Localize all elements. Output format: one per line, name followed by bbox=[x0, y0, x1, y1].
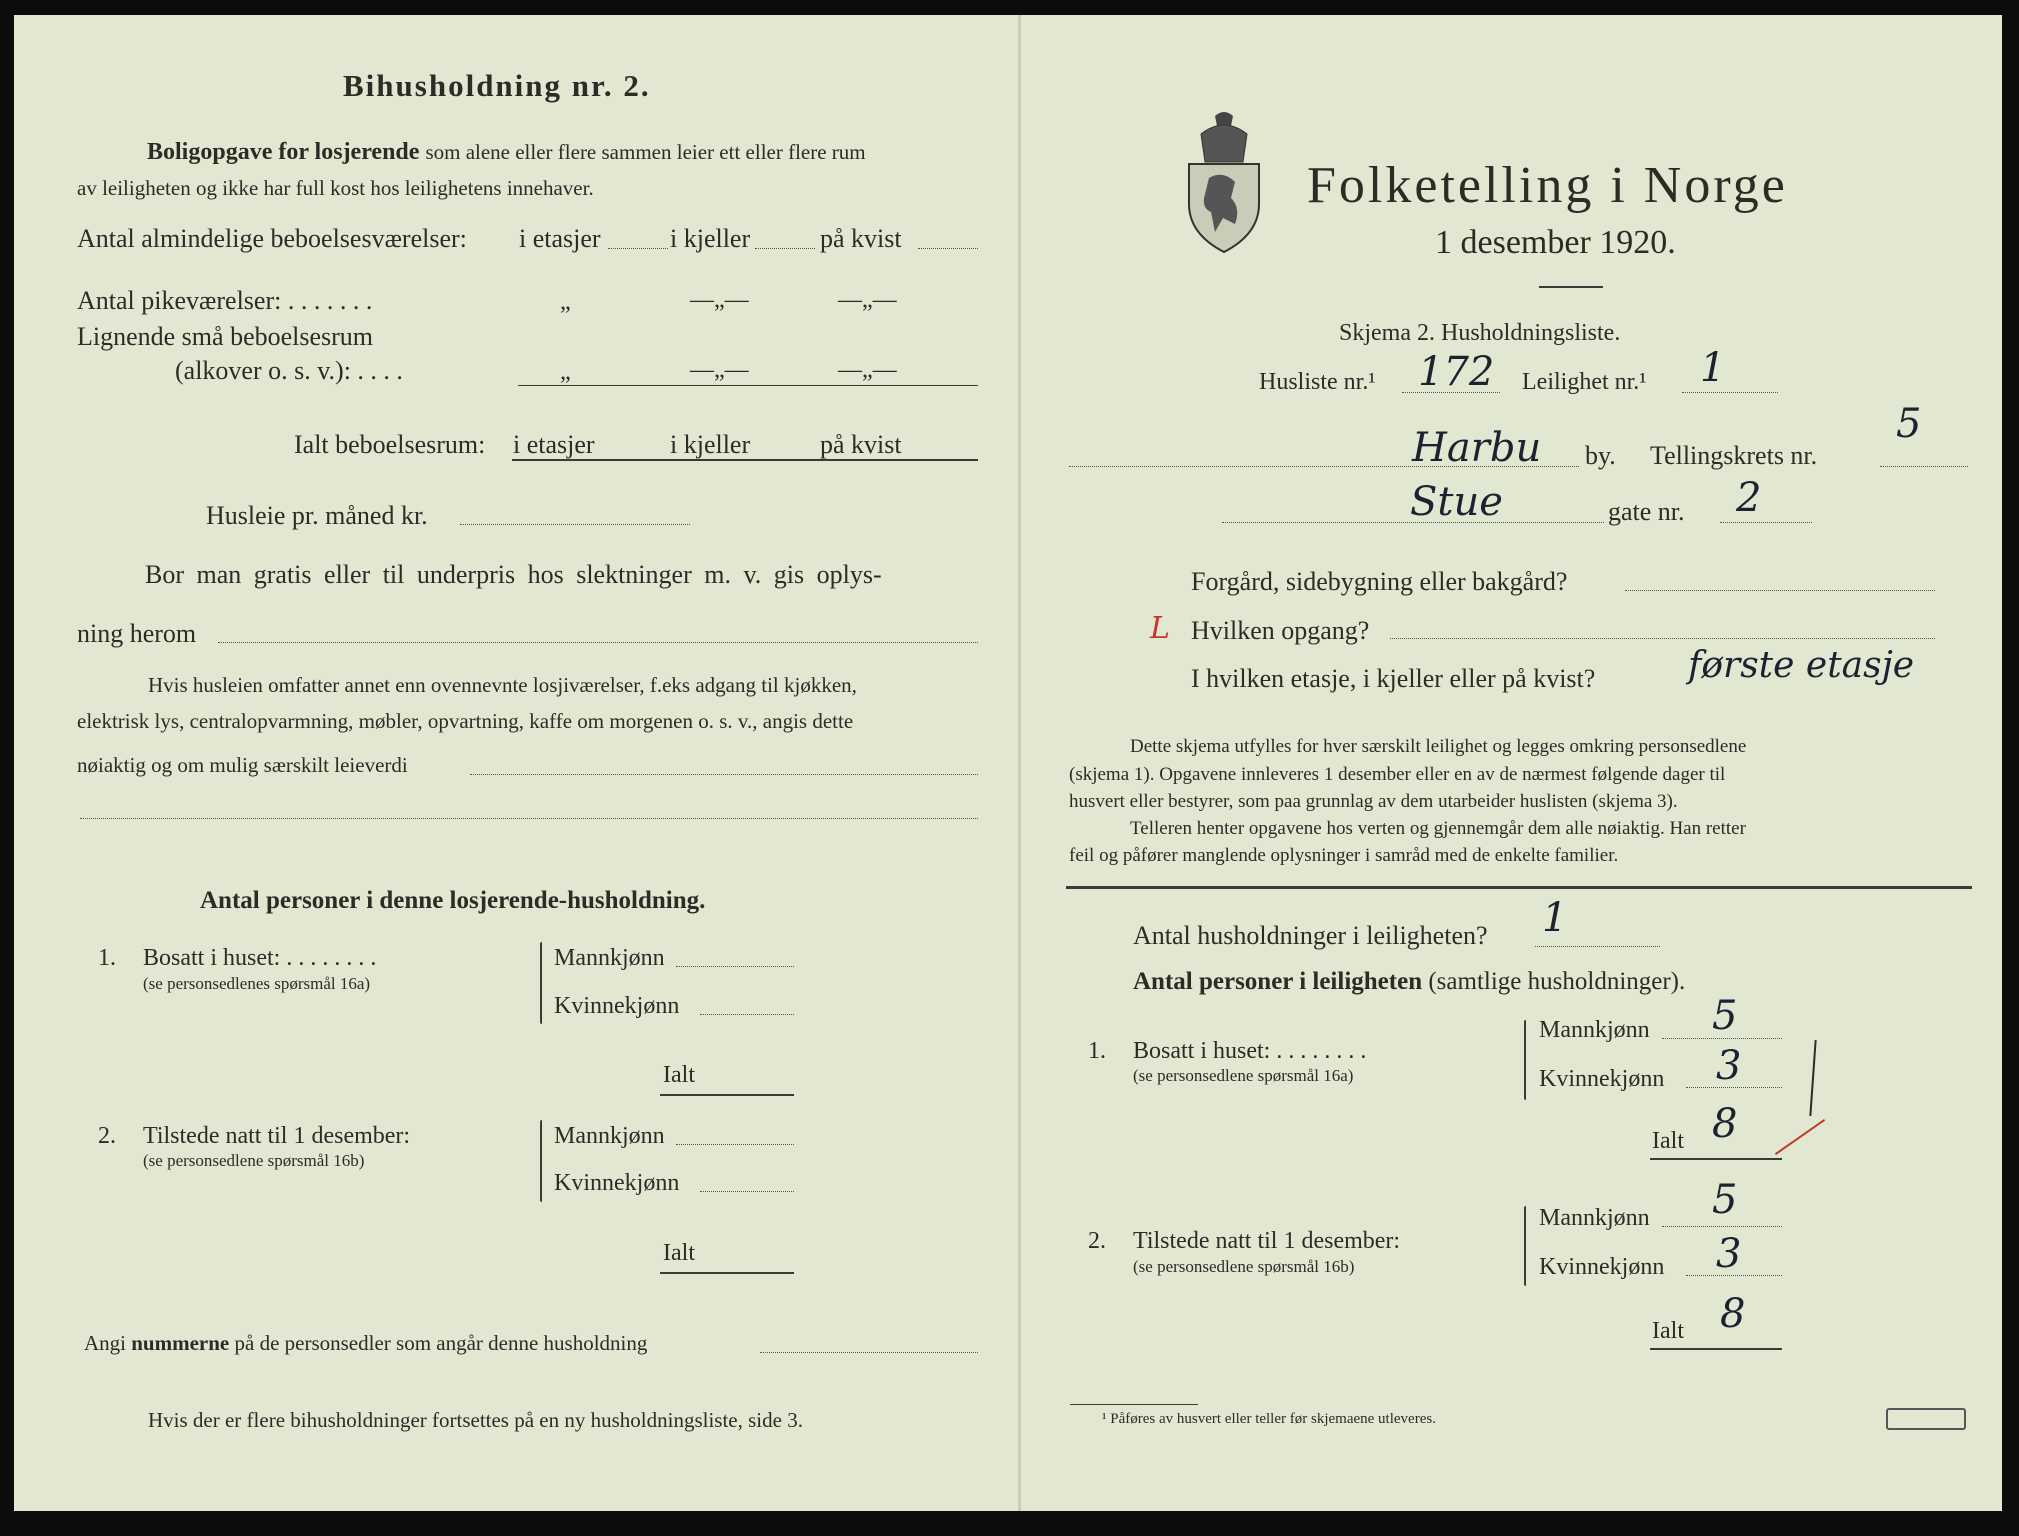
ditto-dash: —„— bbox=[838, 287, 897, 313]
krets-label: Tellingskrets nr. bbox=[1650, 441, 1818, 470]
q1-total-rule bbox=[660, 1094, 794, 1096]
q2-female-field[interactable] bbox=[700, 1191, 794, 1192]
maid-rooms-label: Antal pikeværelser: . . . . . . . bbox=[77, 286, 373, 315]
leilighet-label: Leilighet nr.¹ bbox=[1522, 369, 1647, 395]
q2-male-value[interactable]: 5 bbox=[1712, 1177, 1738, 1223]
q1-sub: (se personsedlenes spørsmål 16a) bbox=[143, 974, 371, 993]
left-title: Bihusholdning nr. 2. bbox=[343, 68, 651, 103]
info-line-4: Telleren henter opgavene hos verten og gjennemgår dem alle nøiaktig. Han retter bbox=[1130, 818, 1746, 839]
gate-label: gate nr. bbox=[1608, 497, 1685, 526]
street-value[interactable]: Stue bbox=[1410, 479, 1503, 525]
rooms-etasjer-field[interactable] bbox=[608, 248, 668, 249]
page-fold bbox=[1018, 15, 1021, 1511]
total-kjeller: i kjeller bbox=[670, 430, 751, 459]
note-line-1: Hvis husleien omfatter annet enn ovennevnte losjiværelser, f.eks adgang til kjøkken, bbox=[148, 673, 857, 697]
q1-label: Bosatt i huset: . . . . . . . . bbox=[1133, 1038, 1367, 1064]
numbers-pre: Angi bbox=[84, 1331, 126, 1355]
q1-male-label: Mannkjønn bbox=[1539, 1017, 1650, 1043]
q1-male-field[interactable] bbox=[676, 966, 794, 967]
brace bbox=[540, 1120, 542, 1202]
q1-male-label: Mannkjønn bbox=[554, 945, 665, 971]
opgang-field[interactable] bbox=[1390, 638, 1935, 639]
footnote: ¹ Påføres av husvert eller teller før skjemaene utleveres. bbox=[1102, 1411, 1436, 1427]
q2-male-label: Mannkjønn bbox=[1539, 1205, 1650, 1231]
krets-field[interactable] bbox=[1880, 466, 1968, 467]
form-title: Folketelling i Norge bbox=[1307, 157, 1788, 214]
q2-label: Tilstede natt til 1 desember: bbox=[143, 1123, 411, 1149]
info-line-3: husvert eller bestyrer, som paa grunnlag av dem utarbeider huslisten (skjema 3). bbox=[1069, 791, 1678, 812]
q2-male-field[interactable] bbox=[676, 1144, 794, 1145]
opgang-label: Hvilken opgang? bbox=[1191, 616, 1370, 645]
husliste-value[interactable]: 172 bbox=[1418, 349, 1495, 395]
rooms-label: Antal almindelige beboelsesværelser: bbox=[77, 224, 467, 253]
q1-label: Bosatt i huset: . . . . . . . . bbox=[143, 945, 377, 971]
q1-total-label: Ialt bbox=[1652, 1128, 1684, 1154]
ditto-mark: „ bbox=[560, 359, 571, 385]
leilighet-field[interactable] bbox=[1682, 392, 1778, 393]
q1-sub: (se personsedlene spørsmål 16a) bbox=[1133, 1066, 1354, 1085]
forgard-field[interactable] bbox=[1625, 590, 1935, 591]
q1-number: 1. bbox=[98, 945, 116, 971]
numbers-line bbox=[84, 1333, 647, 1354]
total-etasjer: i etasjer bbox=[513, 430, 595, 459]
city-label: by. bbox=[1585, 441, 1616, 470]
intro-rest: som alene eller flere sammen leier ett eller flere rum bbox=[425, 140, 866, 164]
q1-female-label: Kvinnekjønn bbox=[554, 993, 680, 1019]
persons-heading bbox=[1133, 969, 1685, 994]
brace bbox=[1524, 1206, 1526, 1286]
rooms-kvist-field[interactable] bbox=[918, 248, 978, 249]
intro-line-1 bbox=[147, 140, 866, 164]
city-value[interactable]: Harbu bbox=[1412, 425, 1542, 471]
note-line-2: elektrisk lys, centralopvarmning, møbler, opvartning, kaffe om morgenen o. s. v., angis dette bbox=[77, 709, 854, 733]
ditto-dash: —„— bbox=[690, 357, 749, 383]
norway-coat-of-arms-icon bbox=[1185, 108, 1263, 254]
brace bbox=[1524, 1020, 1526, 1100]
q1-total-label: Ialt bbox=[663, 1062, 695, 1088]
rent-field[interactable] bbox=[460, 524, 690, 525]
q1-female-value[interactable]: 3 bbox=[1716, 1043, 1742, 1089]
ditto-dash: —„— bbox=[690, 287, 749, 313]
total-kvist: på kvist bbox=[820, 430, 902, 459]
free-question-2: ning herom bbox=[77, 619, 197, 648]
krets-value[interactable]: 5 bbox=[1896, 401, 1922, 447]
q2-male-field[interactable] bbox=[1662, 1226, 1782, 1227]
title-divider bbox=[1539, 286, 1603, 288]
households-field[interactable] bbox=[1535, 946, 1660, 947]
q2-number: 2. bbox=[98, 1123, 116, 1149]
persons-heading: Antal personer i denne losjerende-husholdning. bbox=[200, 887, 706, 914]
etasje-value[interactable]: første etasje bbox=[1688, 645, 1915, 686]
q2-total-rule bbox=[660, 1272, 794, 1274]
continue-note: Hvis der er flere bihusholdninger fortsettes på en ny husholdningsliste, side 3. bbox=[148, 1408, 803, 1432]
q1-female-label: Kvinnekjønn bbox=[1539, 1066, 1665, 1092]
note-field[interactable] bbox=[470, 774, 978, 775]
numbers-bold: nummerne bbox=[131, 1331, 230, 1355]
rent-label: Husleie pr. måned kr. bbox=[206, 501, 428, 530]
q1-number: 1. bbox=[1088, 1038, 1106, 1064]
persons-rest: (samtlige husholdninger). bbox=[1428, 968, 1686, 995]
intro-bold: Boligopgave for losjerende bbox=[147, 139, 420, 165]
free-field[interactable] bbox=[218, 642, 978, 643]
printer-stamp bbox=[1886, 1408, 1966, 1430]
etasje-label: I hvilken etasje, i kjeller eller på kvist? bbox=[1191, 664, 1596, 693]
note-line-3: nøiaktig og om mulig særskilt leieverdi bbox=[77, 753, 408, 777]
forgard-label: Forgård, sidebygning eller bakgård? bbox=[1191, 567, 1568, 596]
total-rooms-label: Ialt beboelsesrum: bbox=[294, 430, 486, 459]
q2-female-label: Kvinnekjønn bbox=[554, 1170, 680, 1196]
census-date: 1 desember 1920. bbox=[1435, 224, 1676, 261]
leilighet-value[interactable]: 1 bbox=[1700, 345, 1726, 391]
q2-sub: (se personsedlene spørsmål 16b) bbox=[1133, 1257, 1355, 1276]
q1-total-value[interactable]: 8 bbox=[1712, 1101, 1738, 1147]
q2-number: 2. bbox=[1088, 1228, 1106, 1254]
households-value[interactable]: 1 bbox=[1542, 895, 1568, 941]
q2-female-label: Kvinnekjønn bbox=[1539, 1254, 1665, 1280]
rooms-kjeller: i kjeller bbox=[670, 224, 751, 253]
small-rooms-sub: (alkover o. s. v.): . . . . bbox=[175, 356, 403, 385]
brace bbox=[540, 942, 542, 1024]
rooms-etasjer: i etasjer bbox=[519, 224, 601, 253]
husliste-label: Husliste nr.¹ bbox=[1259, 369, 1376, 395]
total-rule bbox=[512, 459, 978, 461]
section-divider bbox=[1066, 886, 1972, 889]
q1-male-value[interactable]: 5 bbox=[1712, 993, 1738, 1039]
rooms-kvist: på kvist bbox=[820, 224, 902, 253]
free-question: Bor man gratis eller til underpris hos slektninger m. v. gis oplys- bbox=[145, 560, 882, 589]
q2-total-value[interactable]: 8 bbox=[1720, 1291, 1746, 1337]
numbers-field[interactable] bbox=[760, 1352, 978, 1353]
info-line-5: feil og påfører manglende oplysninger i samråd med de enkelte familier. bbox=[1069, 845, 1619, 866]
ditto-mark: „ bbox=[560, 289, 571, 315]
numbers-rest: på de personsedler som angår denne husholdning bbox=[234, 1331, 648, 1355]
intro-line-2: av leiligheten og ikke har full kost hos leilighetens innehaver. bbox=[77, 176, 594, 200]
small-rooms-label: Lignende små beboelsesrum bbox=[77, 322, 374, 351]
households-label: Antal husholdninger i leiligheten? bbox=[1133, 921, 1488, 950]
gate-number-value[interactable]: 2 bbox=[1736, 475, 1762, 521]
schema-label: Skjema 2. Husholdningsliste. bbox=[1339, 320, 1621, 346]
q2-label: Tilstede natt til 1 desember: bbox=[1133, 1228, 1401, 1254]
ditto-dash: —„— bbox=[838, 357, 897, 383]
q2-sub: (se personsedlene spørsmål 16b) bbox=[143, 1151, 365, 1170]
note-field-2[interactable] bbox=[80, 818, 978, 819]
info-line-2: (skjema 1). Opgavene innleveres 1 desember eller en av de nærmest følgende dager til bbox=[1069, 764, 1726, 785]
q2-total-rule bbox=[1650, 1348, 1782, 1350]
info-line-1: Dette skjema utfylles for hver særskilt leilighet og legges omkring personsedlene bbox=[1130, 736, 1747, 757]
red-check-mark: L bbox=[1150, 611, 1170, 646]
q2-total-label: Ialt bbox=[663, 1240, 695, 1266]
footnote-rule bbox=[1070, 1404, 1198, 1405]
q1-total-rule bbox=[1650, 1158, 1782, 1160]
gate-number-field[interactable] bbox=[1720, 522, 1812, 523]
rooms-kjeller-field[interactable] bbox=[755, 248, 815, 249]
subtotal-rule bbox=[518, 385, 978, 386]
q2-total-label: Ialt bbox=[1652, 1318, 1684, 1344]
q1-female-field[interactable] bbox=[700, 1014, 794, 1015]
q2-male-label: Mannkjønn bbox=[554, 1123, 665, 1149]
persons-bold: Antal personer i leiligheten bbox=[1133, 968, 1423, 995]
q2-female-value[interactable]: 3 bbox=[1716, 1231, 1742, 1277]
